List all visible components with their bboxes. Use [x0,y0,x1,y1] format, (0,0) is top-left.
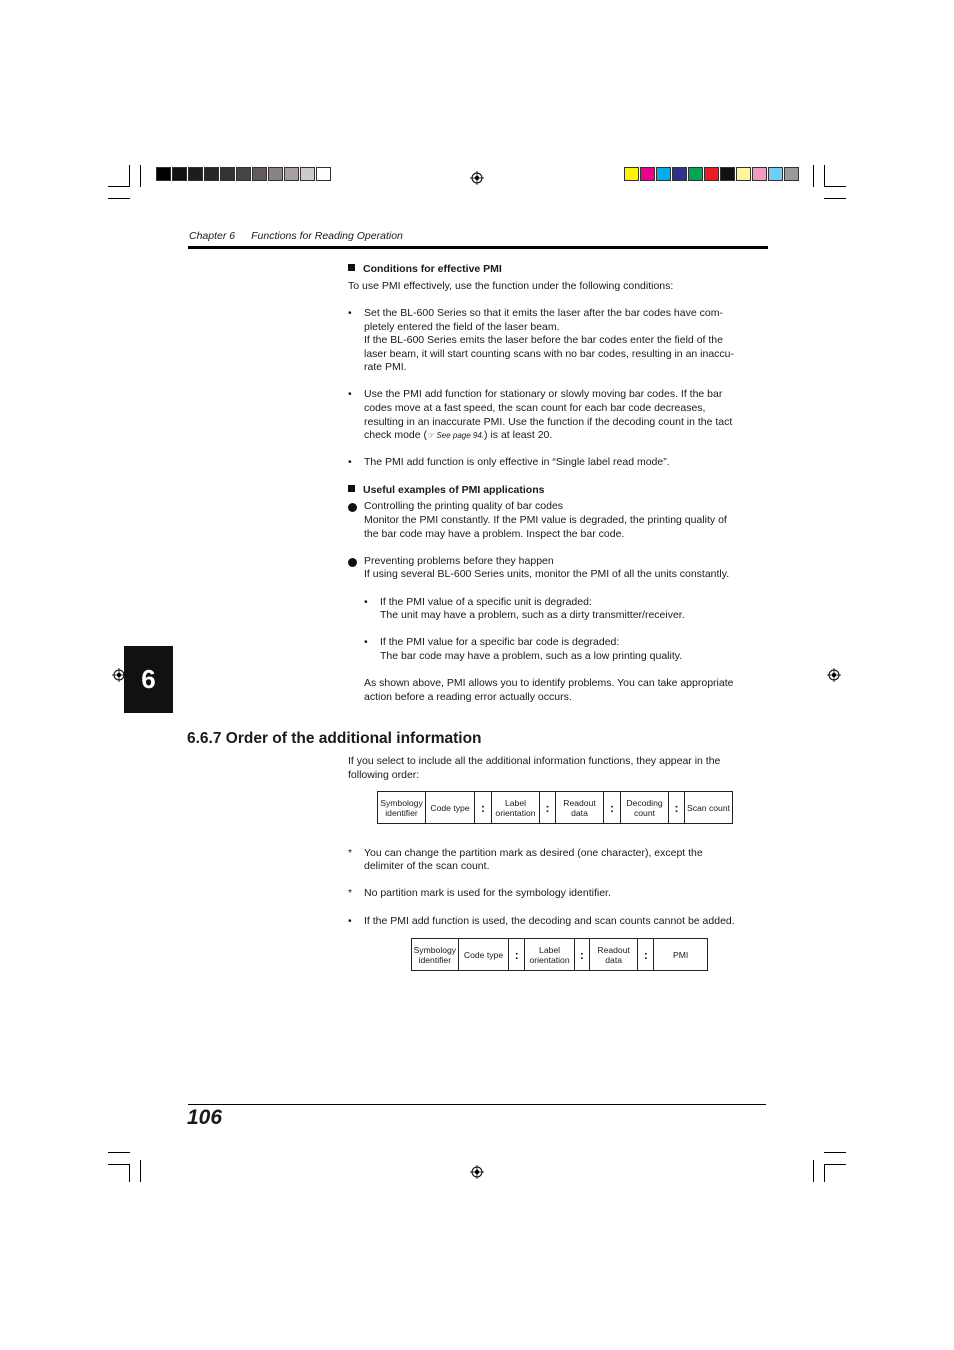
cell-code-type: Code type [459,939,510,970]
example-1-title: Controlling the printing quality of bar codes [364,500,564,512]
pmi-conditions-intro: To use PMI effectively, use the function under the following conditions: [348,280,674,292]
color-swatch [300,167,315,181]
note-1-line: You can change the partition mark as desired (one character), except the [364,847,703,859]
cell-symbology-identifier: Symbology identifier [378,792,426,823]
footer-rule [188,1104,766,1105]
chapter-tab: 6 [124,646,173,713]
chapter-title: Functions for Reading Operation [251,230,403,242]
bullet-icon: • [348,388,352,400]
asterisk-icon: * [348,887,353,899]
color-swatch [640,167,655,181]
circle-bullet-icon [348,503,357,512]
color-swatch [268,167,283,181]
registration-mark-icon [470,171,484,185]
cell-decoding-count: Decoding count [621,792,669,823]
section-intro-line: following order: [348,769,420,781]
pmi-conditions-heading: Conditions for effective PMI [348,263,502,277]
bullet-icon: • [348,307,352,319]
condition-1-line: rate PMI. [364,361,407,373]
pmi-examples-heading: Useful examples of PMI applications [348,484,544,498]
circle-bullet-icon [348,558,357,567]
color-swatch [188,167,203,181]
color-swatch [156,167,171,181]
cell-partition-mark: : [575,939,590,970]
cell-pmi: PMI [673,949,689,960]
cell-label-orientation: Label orientation [492,792,540,823]
color-swatch [624,167,639,181]
sub-example-2-line: If the PMI value for a specific bar code is degraded: [380,636,620,648]
cell-partition-mark: : [638,939,654,970]
condition-2-line: Use the PMI add function for stationary or slowly moving bar codes. If the bar [364,388,723,400]
example-1-line: Monitor the PMI constantly. If the PMI value is degraded, the printing quality of [364,514,727,526]
color-swatch [316,167,331,181]
bullet-icon: • [348,915,352,927]
asterisk-icon: * [348,847,353,859]
cell-scan-count: Scan count [687,802,730,813]
color-swatch [736,167,751,181]
color-swatch [204,167,219,181]
color-swatch [656,167,671,181]
cell-code-type: Code type [426,792,475,823]
order-table-pmi [411,938,708,971]
registration-mark-icon [470,1165,484,1179]
color-swatch [720,167,735,181]
cell-symbology-identifier: Symbology identifier [412,939,459,970]
section-intro-line: If you select to include all the additional information functions, they appear in the [348,755,721,767]
condition-2-line: resulting in an inaccurate PMI. Use the function if the decoding count in the tact [364,416,733,428]
condition-1-line: pletely entered the field of the laser beam. [364,320,560,333]
sub-example-2-line: The bar code may have a problem, such as a low printing quality. [380,650,683,662]
closing-line: As shown above, PMI allows you to identify problems. You can take appropriate [364,677,734,689]
note-2-line: No partition mark is used for the symbology identifier. [364,887,611,899]
cell-readout-data: Readout data [590,939,639,970]
color-swatch [252,167,267,181]
cell-partition-mark: : [475,792,492,823]
cell-label-orientation: Label orientation [525,939,575,970]
note-1-line: delimiter of the scan count. [364,860,490,872]
condition-2-line: check mode (☞ See page 94.) is at least 20. [364,429,553,441]
condition-1-line: laser beam, it will start counting scans with no bar codes, resulting in an inaccu- [364,347,735,360]
note-3-line: If the PMI add function is used, the decoding and scan counts cannot be added. [364,915,735,927]
color-swatch [752,167,767,181]
square-bullet-icon [348,485,355,492]
cell-partition-mark: : [669,792,685,823]
example-1-line: the bar code may have a problem. Inspect the bar code. [364,528,625,540]
cell-readout-data: Readout data [556,792,604,823]
order-table-full [377,791,733,824]
example-2-line: If using several BL-600 Series units, monitor the PMI of all the units constantly. [364,568,730,580]
color-swatch [284,167,299,181]
cell-partition-mark: : [509,939,525,970]
square-bullet-icon [348,264,355,271]
running-header [189,230,403,242]
color-swatch [220,167,235,181]
cell-partition-mark: : [540,792,556,823]
page-reference-link[interactable]: ☞ See page 94. [427,431,485,440]
color-swatch [768,167,783,181]
color-swatch [236,167,251,181]
condition-1-line: If the BL-600 Series emits the laser before the bar codes enter the field of the [364,334,723,346]
condition-1-line: Set the BL-600 Series so that it emits the laser after the bar codes have com- [364,307,723,319]
closing-line: action before a reading error actually occurs. [364,691,572,703]
page-number: 106 [187,1106,223,1129]
color-swatch [672,167,687,181]
sub-example-1-line: The unit may have a problem, such as a dirty transmitter/receiver. [380,609,685,621]
cell-partition-mark: : [604,792,621,823]
example-2-title: Preventing problems before they happen [364,555,554,567]
header-rule [188,246,768,249]
color-swatch [784,167,799,181]
color-swatch [172,167,187,181]
registration-mark-icon [827,668,841,682]
bullet-icon: • [364,596,368,608]
bullet-icon: • [348,456,352,468]
chapter-label: Chapter 6 [189,230,236,242]
color-swatch [704,167,719,181]
bullet-icon: • [364,636,368,648]
section-heading: 6.6.7 Order of the additional information [187,730,482,747]
color-swatch [688,167,703,181]
condition-2-line: codes move at a fast speed, the scan count for each bar code decreases, [364,402,706,414]
condition-3-line: The PMI add function is only effective in “Single label read mode”. [364,456,670,468]
sub-example-1-line: If the PMI value of a specific unit is degraded: [380,596,592,608]
